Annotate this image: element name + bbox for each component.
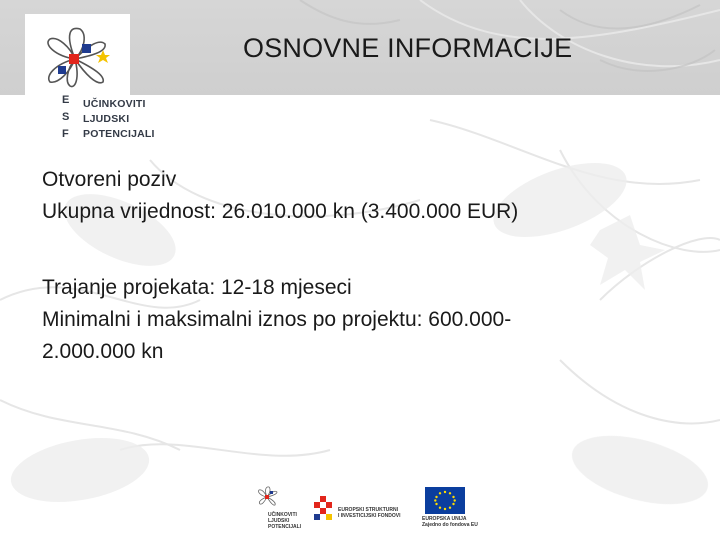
footer-logo1-text [268, 512, 301, 530]
footer-logo1-line-3: POTENCIJALI [268, 524, 302, 530]
body-line-1: Otvoreni poziv [42, 168, 177, 191]
slide-title: OSNOVNE INFORMACIJE [243, 33, 573, 63]
eu-flag-icon [425, 487, 465, 514]
footer-logo3-line-1: EUROPSKA UNIJA [422, 516, 467, 522]
logo-line-3: POTENCIJALI [83, 128, 155, 140]
footer-logo3-text [422, 516, 478, 528]
esf-letters [62, 92, 69, 143]
body-line-3: Trajanje projekata: 12-18 mjeseci [42, 276, 352, 299]
body-line-2: Ukupna vrijednost: 26.010.000 kn (3.400.000 EUR) [42, 200, 519, 223]
esf-letter-e: E [62, 94, 70, 106]
footer-logo2-line-2: I INVESTICIJSKI FONDOVI [338, 513, 401, 519]
footer-pinwheel-icon [252, 482, 282, 512]
esf-letter-f: F [62, 128, 69, 140]
footer-logo1-line-2: LJUDSKI [268, 518, 290, 524]
footer-logos [250, 480, 480, 530]
esf-logo [25, 14, 155, 142]
pinwheel-icon [25, 14, 130, 94]
slide-body [42, 164, 662, 368]
logo-line-1: UČINKOVITI [83, 98, 146, 110]
logo-line-2: LJUDSKI [83, 113, 130, 125]
eu-stars-icon [425, 487, 465, 514]
esf-letter-s: S [62, 111, 70, 123]
footer-logo3-line-2: Zajedno do fondova EU [422, 522, 478, 528]
footer-logo1-line-1: UČINKOVITI [268, 512, 297, 518]
body-line-4a: Minimalni i maksimalni iznos po projektu: 600.000- [42, 308, 512, 331]
footer-logo2-line-1: EUROPSKI STRUKTURNI [338, 507, 399, 513]
logo-wordmark [83, 97, 155, 142]
body-line-4b: 2.000.000 kn [42, 340, 164, 363]
croatia-checker-icon [312, 494, 340, 522]
footer-logo2-text [338, 507, 401, 519]
